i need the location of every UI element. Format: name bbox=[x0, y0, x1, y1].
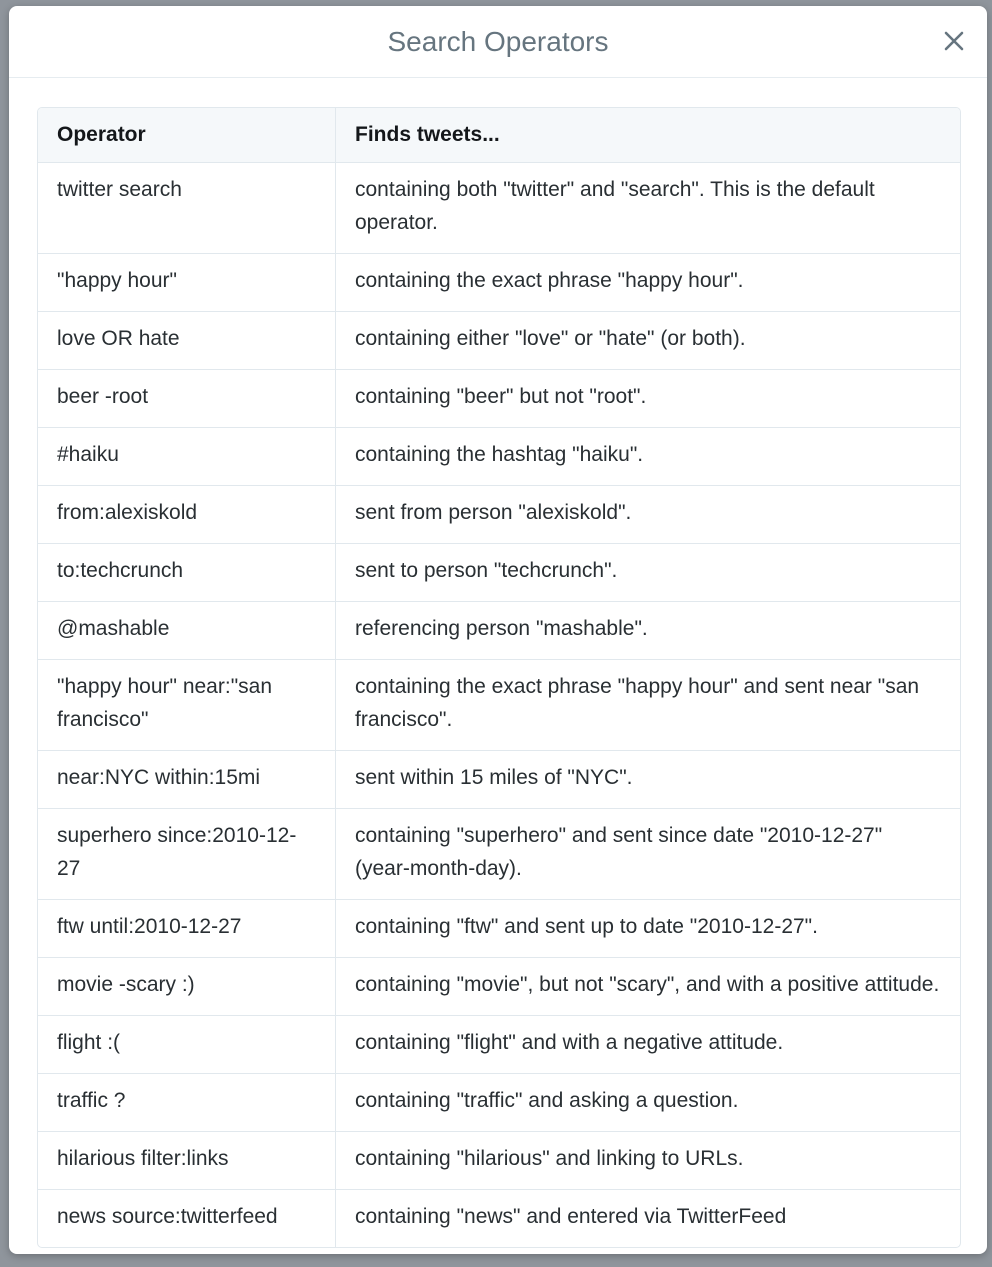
operator-cell bbox=[38, 1190, 335, 1247]
finds-tweets-cell bbox=[335, 1190, 960, 1247]
operator-text: flight :( bbox=[57, 1031, 121, 1054]
finds-tweets-cell bbox=[335, 751, 960, 809]
close-button[interactable] bbox=[939, 26, 969, 56]
finds-tweets-cell bbox=[335, 312, 960, 370]
table-row bbox=[38, 1074, 960, 1132]
finds-tweets-text: containing both "twitter" and "search". This is the default operator. bbox=[355, 178, 875, 234]
finds-tweets-text: sent within 15 miles of "NYC". bbox=[355, 766, 633, 789]
table-row bbox=[38, 751, 960, 809]
finds-tweets-text: sent from person "alexiskold". bbox=[355, 501, 632, 524]
table-row bbox=[38, 660, 960, 751]
operator-cell bbox=[38, 1074, 335, 1132]
operator-text: beer -root bbox=[57, 385, 149, 408]
table-row bbox=[38, 428, 960, 486]
finds-tweets-cell bbox=[335, 900, 960, 958]
finds-tweets-text: containing "flight" and with a negative attitude. bbox=[355, 1031, 784, 1054]
operator-cell bbox=[38, 1132, 335, 1190]
finds-tweets-text: containing "hilarious" and linking to URLs. bbox=[355, 1147, 744, 1170]
operator-text: "happy hour" near:"san francisco" bbox=[57, 675, 273, 731]
search-operators-dialog bbox=[9, 6, 987, 1254]
operator-text: superhero since:2010-12-27 bbox=[57, 824, 297, 880]
table-header-row bbox=[38, 108, 960, 163]
operator-text: @mashable bbox=[57, 617, 170, 640]
operator-text: news source:twitterfeed bbox=[57, 1205, 278, 1228]
operator-text: hilarious filter:links bbox=[57, 1147, 229, 1170]
table-row bbox=[38, 254, 960, 312]
operator-cell bbox=[38, 751, 335, 809]
finds-tweets-cell bbox=[335, 1016, 960, 1074]
operator-cell bbox=[38, 660, 335, 751]
finds-tweets-cell bbox=[335, 428, 960, 486]
finds-tweets-cell bbox=[335, 958, 960, 1016]
finds-tweets-cell bbox=[335, 1132, 960, 1190]
operator-cell bbox=[38, 163, 335, 254]
operator-text: near:NYC within:15mi bbox=[57, 766, 261, 789]
operator-text: "happy hour" bbox=[57, 269, 177, 292]
operator-cell bbox=[38, 486, 335, 544]
finds-tweets-text: containing "ftw" and sent up to date "2010-12-27". bbox=[355, 915, 818, 938]
finds-tweets-text: containing either "love" or "hate" (or both). bbox=[355, 327, 746, 350]
finds-tweets-text: containing the hashtag "haiku". bbox=[355, 443, 644, 466]
operator-text: from:alexiskold bbox=[57, 501, 198, 524]
table-row bbox=[38, 1132, 960, 1190]
finds-tweets-text: containing the exact phrase "happy hour". bbox=[355, 269, 744, 292]
operator-cell bbox=[38, 312, 335, 370]
table-row bbox=[38, 544, 960, 602]
finds-tweets-cell bbox=[335, 602, 960, 660]
finds-tweets-cell bbox=[335, 486, 960, 544]
operator-cell bbox=[38, 254, 335, 312]
operator-cell bbox=[38, 602, 335, 660]
finds-tweets-cell bbox=[335, 660, 960, 751]
finds-tweets-cell bbox=[335, 370, 960, 428]
table-row bbox=[38, 1190, 960, 1247]
operator-cell bbox=[38, 809, 335, 900]
operator-text: twitter search bbox=[57, 178, 182, 201]
finds-tweets-text: containing "movie", but not "scary", and with a positive attitude. bbox=[355, 973, 940, 996]
table-row bbox=[38, 486, 960, 544]
table-row bbox=[38, 312, 960, 370]
operator-text: traffic ? bbox=[57, 1089, 126, 1112]
operator-text: movie -scary :) bbox=[57, 973, 195, 996]
finds-tweets-cell bbox=[335, 544, 960, 602]
operator-cell bbox=[38, 544, 335, 602]
finds-tweets-text: containing "beer" but not "root". bbox=[355, 385, 647, 408]
finds-tweets-text: sent to person "techcrunch". bbox=[355, 559, 618, 582]
operator-text: to:techcrunch bbox=[57, 559, 184, 582]
operator-text: #haiku bbox=[57, 443, 119, 466]
operator-text: ftw until:2010-12-27 bbox=[57, 915, 242, 938]
modal-header bbox=[9, 6, 987, 78]
finds-tweets-text: containing "traffic" and asking a question. bbox=[355, 1089, 739, 1112]
finds-tweets-cell bbox=[335, 809, 960, 900]
finds-tweets-text: containing "superhero" and sent since date "2010-12-27" (year-month-day). bbox=[355, 824, 883, 880]
operator-cell bbox=[38, 370, 335, 428]
operator-cell bbox=[38, 1016, 335, 1074]
finds-tweets-cell bbox=[335, 1074, 960, 1132]
table-row bbox=[38, 370, 960, 428]
table-row bbox=[38, 958, 960, 1016]
close-icon bbox=[944, 31, 964, 51]
operator-cell bbox=[38, 428, 335, 486]
modal-body bbox=[37, 107, 959, 1248]
column-header-finds-tweets: Finds tweets... bbox=[335, 108, 960, 163]
operators-table bbox=[37, 107, 961, 1248]
table-row bbox=[38, 163, 960, 254]
table-row bbox=[38, 602, 960, 660]
column-header-operator: Operator bbox=[38, 108, 335, 163]
finds-tweets-text: referencing person "mashable". bbox=[355, 617, 648, 640]
operator-text: love OR hate bbox=[57, 327, 180, 350]
finds-tweets-text: containing "news" and entered via TwitterFeed bbox=[355, 1205, 787, 1228]
table-row bbox=[38, 809, 960, 900]
finds-tweets-cell bbox=[335, 163, 960, 254]
operator-cell bbox=[38, 900, 335, 958]
table-row bbox=[38, 900, 960, 958]
modal-title: Search Operators bbox=[387, 26, 609, 57]
table-row bbox=[38, 1016, 960, 1074]
operator-cell bbox=[38, 958, 335, 1016]
finds-tweets-cell bbox=[335, 254, 960, 312]
finds-tweets-text: containing the exact phrase "happy hour" and sent near "san francisco". bbox=[355, 675, 920, 731]
